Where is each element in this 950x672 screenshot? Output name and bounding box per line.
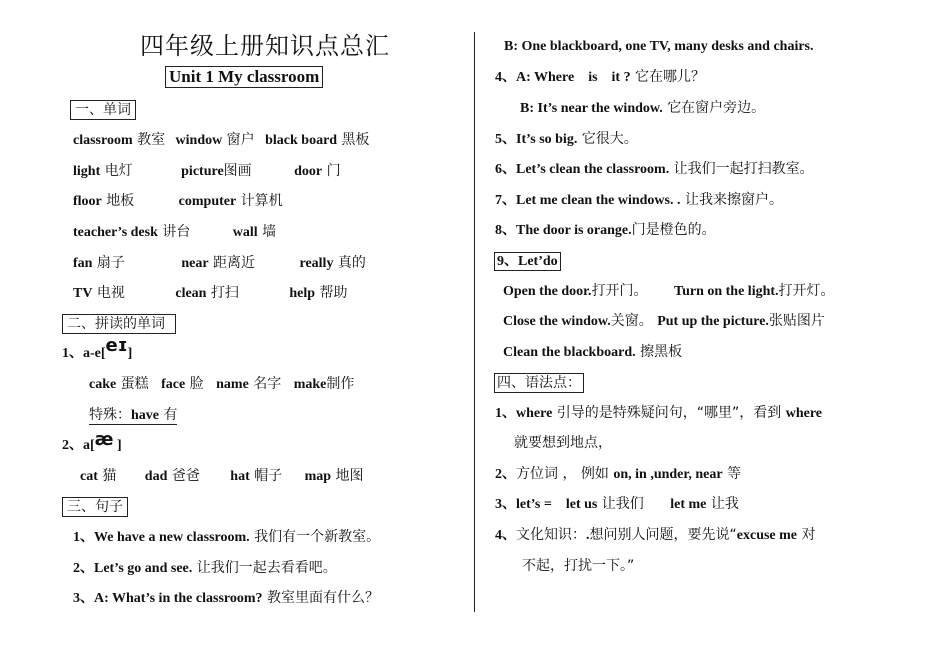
letdo-row: Close the window.关窗。 Put up the picture.张贴图片 xyxy=(503,313,825,329)
section-heading-grammar: 四、语法点： xyxy=(494,374,584,392)
sentence-item: 4、A: Where is it ? 它在哪儿？ xyxy=(495,69,706,85)
grammar-item: 1、where 引导的是特殊疑问句，“哪里”，看到 where xyxy=(495,405,823,421)
grammar-item: 3、let’s = let us 让我们 let me 让我 xyxy=(495,496,739,512)
section-heading-sentences: 三、句子 xyxy=(62,498,128,516)
phonics-words-1: cake 蛋糕 face 脸 name 名字 make制作 xyxy=(89,376,355,392)
phonics-rule-1: 1、a-e[eɪ] xyxy=(62,335,133,361)
grammar-item: 4、文化知识：.想问别人问题，要先说“excuse me 对 xyxy=(495,527,816,543)
sentence-item: 8、The door is orange.门是橙色的。 xyxy=(495,222,716,238)
phonics-special: 特殊：have 有 xyxy=(89,407,178,423)
vocab-row: fan 扇子 near 距离近 really 真的 xyxy=(73,255,366,271)
sentence-item: 3、A: What’s in the classroom? 教室里面有什么？ xyxy=(73,590,379,606)
grammar-item: 2、方位词 ， 例如 on, in ,under, near 等 xyxy=(495,466,741,482)
sentence-item: 2、Let’s go and see. 让我们一起去看看吧。 xyxy=(73,560,337,576)
page-title: 四年级上册知识点总汇 xyxy=(140,32,390,60)
grammar-item-cont: 就要想到地点， xyxy=(514,435,612,451)
vocab-row: TV 电视 clean 打扫 help 帮助 xyxy=(73,285,348,301)
vocab-row: floor 地板 computer 计算机 xyxy=(73,193,283,209)
phonics-rule-2: 2、a[æ ] xyxy=(62,429,122,453)
sentence-item: 7、Let me clean the windows. . 让我来擦窗户。 xyxy=(495,192,783,208)
grammar-item-cont: 不起，打扰一下。” xyxy=(522,558,635,574)
letdo-row: Clean the blackboard. 擦黑板 xyxy=(503,344,683,360)
sentence-answer: B: One blackboard, one TV, many desks and chairs. xyxy=(504,39,814,54)
column-divider xyxy=(474,32,475,612)
unit-title: Unit 1 My classroom xyxy=(165,66,323,88)
letdo-row: Open the door.打开门。 Turn on the light.打开灯。 xyxy=(503,283,835,299)
sentence-item: 1、We have a new classroom. 我们有一个新教室。 xyxy=(73,529,381,545)
vocab-row: light 电灯 picture图画 door 门 xyxy=(73,163,341,179)
section-heading-vocab: 一、单词 xyxy=(70,101,136,119)
phonics-words-2: cat 猫 dad 爸爸 hat 帽子 map 地图 xyxy=(80,468,364,484)
section-heading-letdo: 9、Let’do xyxy=(494,253,561,271)
sentence-item: 5、It’s so big. 它很大。 xyxy=(495,131,638,147)
section-heading-phonics: 二、拼读的单词 xyxy=(62,315,176,333)
sentence-answer: B: It’s near the window. 它在窗户旁边。 xyxy=(520,100,766,116)
sentence-item: 6、Let’s clean the classroom. 让我们一起打扫教室。 xyxy=(495,161,814,177)
vocab-row: classroom 教室 window 窗户 black board 黑板 xyxy=(73,132,370,148)
vocab-row: teacher’s desk 讲台 wall 墙 xyxy=(73,224,277,240)
